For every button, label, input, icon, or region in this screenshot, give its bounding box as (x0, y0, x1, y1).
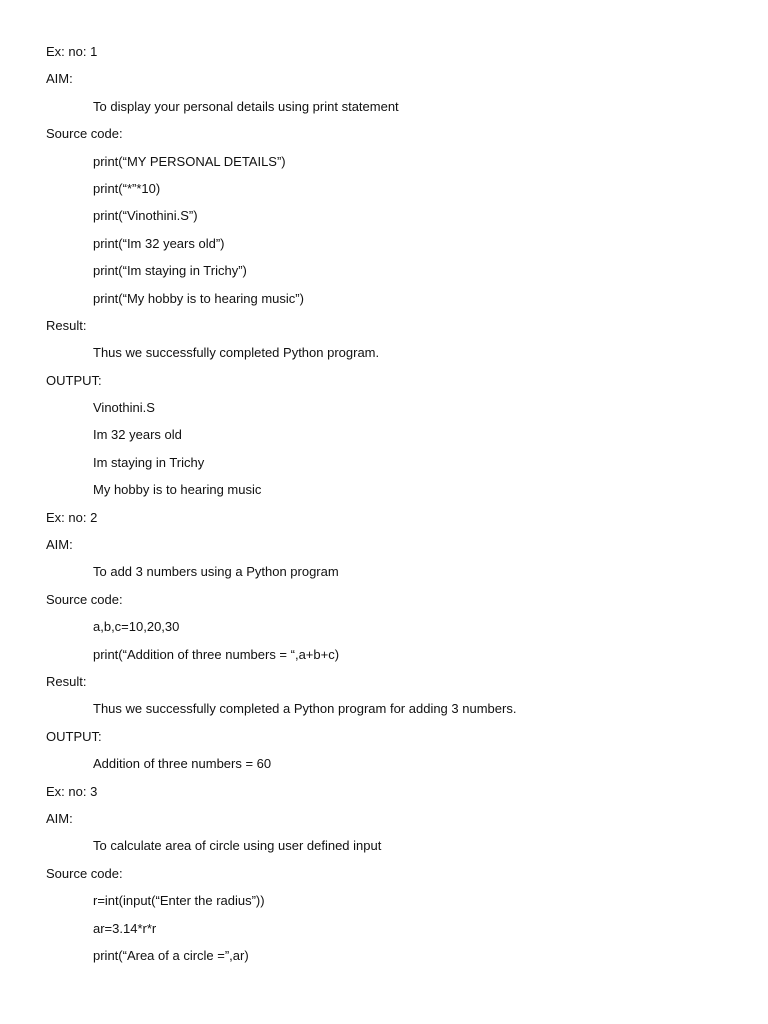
heading-text-line: Ex: no: 2 (46, 509, 98, 525)
indented-text-line: print(“*”*10) (93, 180, 161, 196)
heading-text-line: AIM: (46, 810, 73, 826)
heading-text-line: Source code: (46, 126, 123, 142)
indented-text-line: Vinothini.S (93, 400, 155, 416)
indented-text-line: Thus we successfully completed Python program. (93, 345, 380, 361)
indented-text-line: a,b,c=10,20,30 (93, 619, 180, 635)
indented-text-line: r=int(input(“Enter the radius”)) (93, 893, 265, 909)
heading-text-line: Result: (46, 673, 87, 689)
indented-text-line: print(“My hobby is to hearing music”) (93, 290, 304, 306)
heading-text-line: Source code: (46, 591, 123, 607)
indented-text-line: print(“Im staying in Trichy”) (93, 263, 247, 279)
indented-text-line: print(“Im 32 years old”) (93, 235, 225, 251)
heading-text-line: Source code: (46, 865, 123, 881)
indented-text-line: To display your personal details using print statement (93, 98, 399, 114)
indented-text-line: ar=3.14*r*r (93, 920, 157, 936)
document-body (46, 43, 728, 974)
heading-text-line: OUTPUT: (46, 728, 102, 744)
indented-text-line: print(“Addition of three numbers = “,a+b+c) (93, 646, 340, 662)
indented-text-line: print(“Area of a circle =”,ar) (93, 947, 249, 963)
indented-text-line: To calculate area of circle using user defined input (93, 838, 382, 854)
indented-text-line: Im staying in Trichy (93, 454, 205, 470)
heading-text-line: AIM: (46, 71, 73, 87)
indented-text-line: print(“MY PERSONAL DETAILS”) (93, 153, 286, 169)
heading-text-line: OUTPUT: (46, 372, 102, 388)
heading-text-line: AIM: (46, 537, 73, 553)
indented-text-line: To add 3 numbers using a Python program (93, 564, 339, 580)
indented-text-line: Thus we successfully completed a Python program for adding 3 numbers. (93, 701, 517, 717)
heading-text-line: Result: (46, 317, 87, 333)
heading-text-line: Ex: no: 1 (46, 44, 98, 59)
indented-text-line: My hobby is to hearing music (93, 482, 262, 498)
indented-text-line: print(“Vinothini.S”) (93, 208, 198, 224)
indented-text-line: Addition of three numbers = 60 (93, 756, 272, 772)
indented-text-line: Im 32 years old (93, 427, 182, 443)
heading-text-line: Ex: no: 3 (46, 783, 98, 799)
